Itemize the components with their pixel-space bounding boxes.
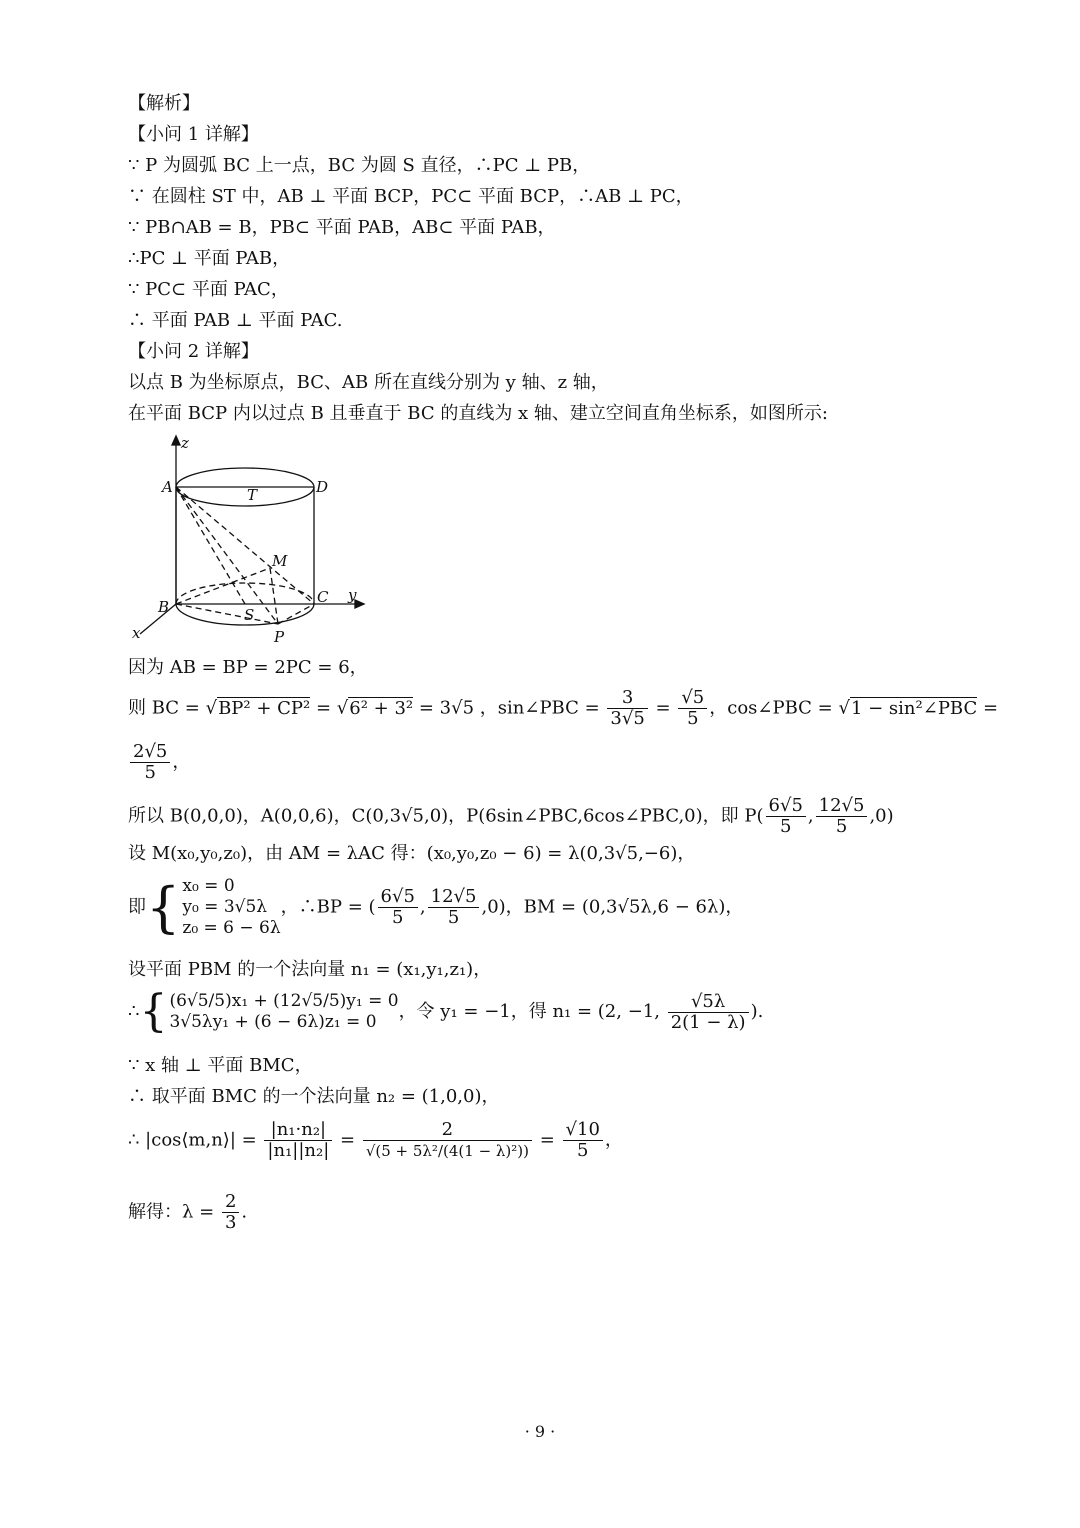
system-2-let: ，令 y₁ = −1，得 n₁ = (2, −1,	[398, 1001, 666, 1022]
bm-vector: ,0)，BM = (0,3√5λ,6 − 6λ)，	[481, 896, 744, 918]
system-1-row-3: z₀ = 6 − 6λ	[182, 918, 281, 938]
label-S: S	[244, 606, 255, 624]
cos-lead: ，cos∠PBC =	[709, 697, 839, 719]
left-brace-2: {	[139, 986, 168, 1037]
system-1-lead: 即	[128, 896, 146, 918]
bc-eq: =	[310, 697, 337, 719]
solution-tail: .	[241, 1201, 248, 1223]
lambda-frac: $\frac{2}{3}$	[222, 1192, 239, 1233]
cos-eq-frac-2: $\frac{2}{\text{√(5 + 5λ²/(4(1 − λ)²))}}$	[363, 1120, 532, 1161]
set-m-line: 设 M(x₀,y₀,z₀)，由 AM = λAC 得：(x₀,y₀,z₀ − 6) = λ(0,3√5,−6)，	[128, 843, 696, 864]
label-P: P	[274, 628, 285, 646]
coordinates-line: 所以 B(0,0,0)，A(0,0,6)，C(0,3√5,0)，P(6sin∠PBC,6cos∠PBC,0)，即 P( $\frac{6√5}{5}$ , $\frac{12√5}{5}$ ,0)	[128, 795, 894, 837]
page-number: · 9 ·	[524, 1422, 556, 1441]
cos-eq-tail: ，	[604, 1129, 623, 1151]
cos-eq-frac-1: $\frac{\text{|n₁·n₂|}}{\text{|n₁||n₂|}}$	[264, 1120, 332, 1161]
cos-eq-frac-3: $\frac{√10}{5}$	[563, 1120, 603, 1161]
label-B: B	[158, 598, 170, 616]
system-2-row-1: (6√5/5)x₁ + (12√5/5)y₁ = 0	[169, 991, 399, 1011]
bp-lead: ，∴BP = (	[280, 896, 376, 918]
label-T: T	[247, 486, 258, 504]
p-y-frac: $\frac{12√5}{5}$	[816, 796, 868, 837]
bc-root-1: BP² + CP²	[218, 697, 311, 719]
q2-line-2: 在平面 BCP 内以过点 B 且垂直于 BC 的直线为 x 轴、建立空间直角坐标系，如图所示:	[128, 403, 828, 424]
system-1	[182, 876, 280, 939]
z-axis-arrow	[172, 436, 180, 445]
system-1-row-2: y₀ = 3√5λ	[182, 897, 268, 917]
label-z: z	[181, 434, 189, 452]
cos-eq-lead: ∴ |cos⟨m,n⟩| =	[128, 1129, 263, 1151]
label-D: D	[316, 478, 329, 496]
label-M: M	[272, 552, 288, 570]
system-2-tail: ).	[750, 1001, 764, 1022]
system-2-row-2: 3√5λy₁ + (6 − 6λ)z₁ = 0	[169, 1012, 377, 1032]
cos-equation	[128, 1120, 623, 1161]
segment-BM	[176, 568, 270, 604]
coords-text: 所以 B(0,0,0)，A(0,0,6)，C(0,3√5,0)，P(6sin∠PBC,6cos∠PBC,0)，即 P(	[128, 805, 764, 827]
q1-line-2: ∵ 在圆柱 ST 中，AB ⊥ 平面 BCP，PC⊂ 平面 BCP，∴AB ⊥ PC，	[128, 186, 694, 207]
n1-z-frac: $\frac{√5\lambda}{2(1 - \lambda)}$	[668, 992, 749, 1033]
q1-title: 【小问 1 详解】	[128, 124, 259, 145]
sin-frac-1: $\frac{3}{3√5}$	[607, 688, 647, 729]
label-C: C	[317, 588, 329, 606]
bc-root-2: 6² + 3²	[349, 697, 414, 719]
cos-frac: $\frac{2√5}{5}$	[130, 742, 170, 783]
cos-value-tail: ，	[172, 751, 191, 773]
bc-computation: 则 BC = √BP² + CP² = √6² + 3² = 3√5 ，sin∠PBC = $\frac{3}{3√5}$ = $\frac{√5}{5}$ ，cos∠PBC = √1 − sin²∠PBC =	[128, 687, 999, 729]
sin-frac-2: $\frac{√5}{5}$	[678, 688, 707, 729]
cos-eq-tail: =	[977, 697, 999, 719]
q1-line-6: ∴ 平面 PAB ⊥ 平面 PAC.	[128, 310, 343, 331]
analysis-heading: 【解析】	[128, 93, 200, 114]
cos-root: 1 − sin²∠PBC	[850, 697, 978, 719]
solution-text: 解得：λ =	[128, 1201, 220, 1223]
normal-2-line: ∴ 取平面 BMC 的一个法向量 n₂ = (1,0,0)，	[128, 1086, 500, 1107]
cos-eq-equals-2: =	[533, 1129, 561, 1151]
q1-line-3: ∵ PB∩AB = B，PB⊂ 平面 PAB，AB⊂ 平面 PAB，	[128, 217, 556, 238]
system-1-row-1: x₀ = 0	[182, 876, 235, 896]
cos-eq-equals-1: =	[334, 1129, 361, 1151]
label-A: A	[162, 478, 173, 496]
bp-y-frac: $\frac{12√5}{5}$	[428, 887, 480, 928]
q2-line-1: 以点 B 为坐标原点，BC、AB 所在直线分别为 y 轴、z 轴，	[128, 372, 609, 393]
system-1-line: 即{ x₀ = 0 y₀ = 3√5λ z₀ = 6 − 6λ ，∴BP = ( $\frac{6√5}{5}$ , $\frac{12√5}{5}$ ,0)，BM = (0,3√5λ,6 − 6λ)，	[128, 875, 744, 939]
q2-title: 【小问 2 详解】	[128, 341, 259, 362]
left-brace: {	[146, 875, 181, 939]
segment-BP	[176, 604, 278, 624]
solution-line	[128, 1192, 247, 1233]
system-2-line	[128, 986, 764, 1037]
q1-line-5: ∵ PC⊂ 平面 PAC，	[128, 279, 289, 300]
p-x-frac: $\frac{6√5}{5}$	[766, 796, 806, 837]
q2-given: 因为 AB = BP = 2PC = 6，	[128, 657, 368, 678]
label-y: y	[348, 586, 357, 604]
cylinder-coordinate-figure	[128, 432, 368, 648]
system-2-lead: ∴	[128, 1001, 140, 1022]
bp-x-frac: $\frac{6√5}{5}$	[378, 887, 418, 928]
coords-tail: ,0)	[869, 805, 894, 827]
x-axis-line: ∵ x 轴 ⊥ 平面 BMC，	[128, 1055, 313, 1076]
normal-1-line: 设平面 PBM 的一个法向量 n₁ = (x₁,y₁,z₁)，	[128, 959, 492, 980]
bc-rest: = 3√5 ，sin∠PBC =	[413, 697, 606, 719]
cos-value	[128, 742, 190, 783]
bc-prefix: 则 BC =	[128, 697, 206, 719]
label-x: x	[132, 624, 141, 642]
q1-line-1: ∵ P 为圆弧 BC 上一点，BC 为圆 S 直径，∴PC ⊥ PB，	[128, 155, 591, 176]
segment-AC	[176, 487, 314, 604]
system-2	[169, 991, 398, 1033]
q1-line-4: ∴PC ⊥ 平面 PAB，	[128, 248, 291, 269]
